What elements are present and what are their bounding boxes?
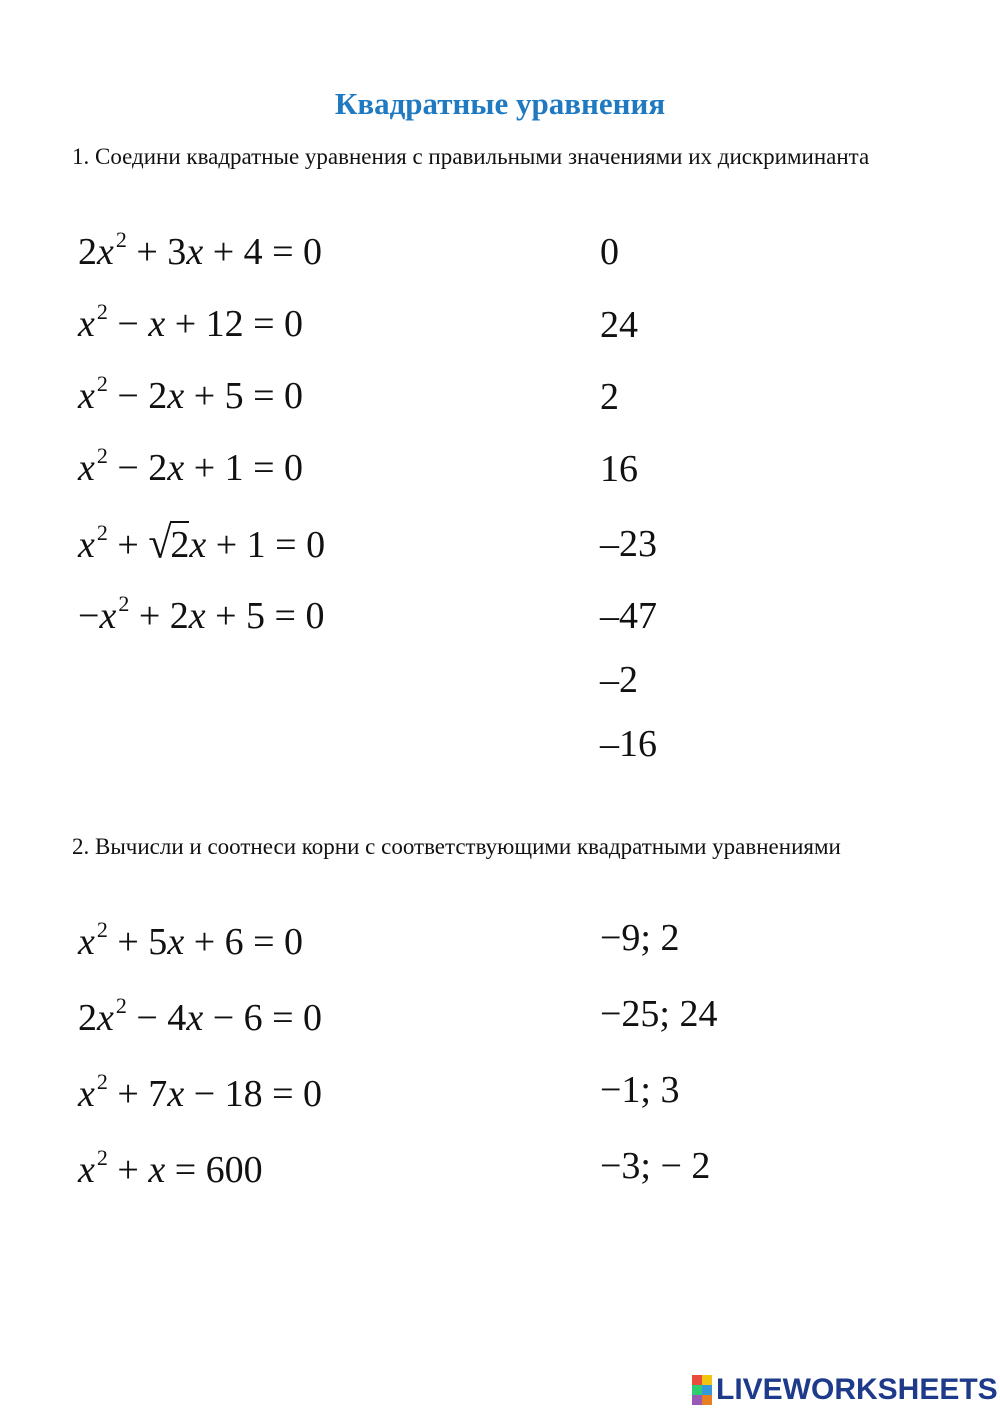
eq-exponent: 2 bbox=[115, 993, 127, 1018]
eq-tail: + 5 = 0 bbox=[184, 375, 304, 417]
task1-equation-5[interactable] bbox=[78, 520, 325, 574]
eq-var: x bbox=[167, 375, 185, 417]
task1-value-5[interactable]: –23 bbox=[600, 523, 657, 565]
liveworksheets-logo bbox=[692, 1372, 998, 1408]
eq-term: + 5 bbox=[117, 921, 168, 963]
eq-var: x bbox=[97, 997, 114, 1039]
eq-tail: + 1 = 0 bbox=[184, 447, 304, 489]
eq-term: − 2 bbox=[117, 375, 168, 417]
task1-value-6[interactable]: –47 bbox=[600, 595, 657, 637]
eq-term: − 4 bbox=[136, 997, 187, 1039]
eq-var: x bbox=[167, 1073, 185, 1115]
eq-var: x bbox=[78, 447, 95, 489]
eq-var: x bbox=[148, 1149, 166, 1191]
eq-exponent: 2 bbox=[118, 591, 130, 616]
task1-value-4[interactable]: 16 bbox=[600, 448, 638, 490]
eq-tail: + 1 = 0 bbox=[206, 524, 326, 566]
task2-equation-3[interactable] bbox=[78, 1070, 322, 1123]
eq-var: x bbox=[167, 921, 185, 963]
logo-tile bbox=[692, 1375, 702, 1385]
eq-tail: + 12 = 0 bbox=[165, 303, 304, 345]
eq-var: x bbox=[167, 447, 185, 489]
eq-var: x bbox=[78, 1073, 95, 1115]
eq-tail: − 6 = 0 bbox=[203, 997, 323, 1039]
logo-tile bbox=[692, 1385, 702, 1395]
eq-var: x bbox=[188, 595, 206, 637]
eq-var: x bbox=[97, 231, 114, 273]
task1-equation-3[interactable] bbox=[78, 372, 303, 425]
logo-tile bbox=[692, 1395, 702, 1405]
task1-value-1[interactable]: 0 bbox=[600, 231, 619, 273]
eq-term: − 2 bbox=[117, 447, 168, 489]
task1-value-3[interactable]: 2 bbox=[600, 376, 619, 418]
logo-tile bbox=[702, 1395, 712, 1405]
task1-equation-6[interactable] bbox=[78, 592, 325, 645]
eq-term: + 7 bbox=[117, 1073, 168, 1115]
eq-var: x bbox=[186, 997, 204, 1039]
task2-roots-3[interactable]: −1; 3 bbox=[600, 1069, 680, 1111]
eq-var: x bbox=[78, 375, 95, 417]
task2-roots-4[interactable]: −3; − 2 bbox=[600, 1145, 711, 1187]
liveworksheets-logo-text: LIVEWORKSHEETS bbox=[716, 1373, 998, 1406]
task2-equation-4[interactable] bbox=[78, 1146, 263, 1199]
task-2-instruction: 2. Вычисли и соотнеси корни с соответствующими квадратными уравнениями bbox=[72, 834, 841, 859]
eq-term: + bbox=[117, 524, 149, 566]
eq-var: x bbox=[78, 524, 95, 566]
eq-var: x bbox=[78, 921, 95, 963]
eq-coef: − bbox=[78, 595, 100, 637]
liveworksheets-logo-icon bbox=[692, 1375, 712, 1405]
page-title: Квадратные уравнения bbox=[334, 86, 666, 121]
eq-exponent: 2 bbox=[96, 1145, 108, 1170]
task-1-instruction: 1. Соедини квадратные уравнения с правильными значениями их дискриминанта bbox=[72, 144, 870, 169]
eq-coef: 2 bbox=[78, 997, 97, 1039]
eq-tail: = 600 bbox=[165, 1149, 263, 1191]
eq-term: + bbox=[117, 1149, 149, 1191]
eq-exponent: 2 bbox=[96, 1069, 108, 1094]
eq-term: + 2 bbox=[138, 595, 189, 637]
radical-sign-icon: √ bbox=[148, 519, 172, 569]
task2-equation-1[interactable] bbox=[78, 918, 303, 971]
eq-coef: 2 bbox=[78, 231, 97, 273]
eq-exponent: 2 bbox=[96, 299, 108, 324]
task1-equation-4[interactable] bbox=[78, 444, 303, 497]
eq-tail: + 6 = 0 bbox=[184, 921, 304, 963]
task2-roots-2[interactable]: −25; 24 bbox=[600, 993, 718, 1035]
task2-equation-2[interactable] bbox=[78, 994, 322, 1047]
task1-value-8[interactable]: –16 bbox=[600, 723, 657, 765]
eq-exponent: 2 bbox=[115, 227, 127, 252]
eq-var: x bbox=[186, 231, 204, 273]
eq-var: x bbox=[148, 303, 166, 345]
radicand: 2 bbox=[170, 521, 189, 565]
task1-equation-1[interactable] bbox=[78, 228, 322, 281]
eq-var: x bbox=[189, 524, 207, 566]
eq-var: x bbox=[78, 1149, 95, 1191]
eq-exponent: 2 bbox=[96, 443, 108, 468]
eq-tail: + 5 = 0 bbox=[205, 595, 325, 637]
task1-equation-2[interactable] bbox=[78, 300, 303, 353]
eq-var: x bbox=[99, 595, 117, 637]
task1-value-7[interactable]: –2 bbox=[600, 659, 638, 701]
logo-tile bbox=[702, 1375, 712, 1385]
logo-tile bbox=[702, 1385, 712, 1395]
eq-var: x bbox=[78, 303, 95, 345]
eq-tail: − 18 = 0 bbox=[184, 1073, 323, 1115]
eq-exponent: 2 bbox=[96, 520, 108, 545]
eq-exponent: 2 bbox=[96, 917, 108, 942]
task2-roots-1[interactable]: −9; 2 bbox=[600, 917, 680, 959]
eq-tail: + 4 = 0 bbox=[203, 231, 323, 273]
task1-value-2[interactable]: 24 bbox=[600, 304, 638, 346]
eq-exponent: 2 bbox=[96, 371, 108, 396]
eq-term: + 3 bbox=[136, 231, 187, 273]
square-root bbox=[148, 520, 189, 569]
eq-term: − bbox=[117, 303, 149, 345]
